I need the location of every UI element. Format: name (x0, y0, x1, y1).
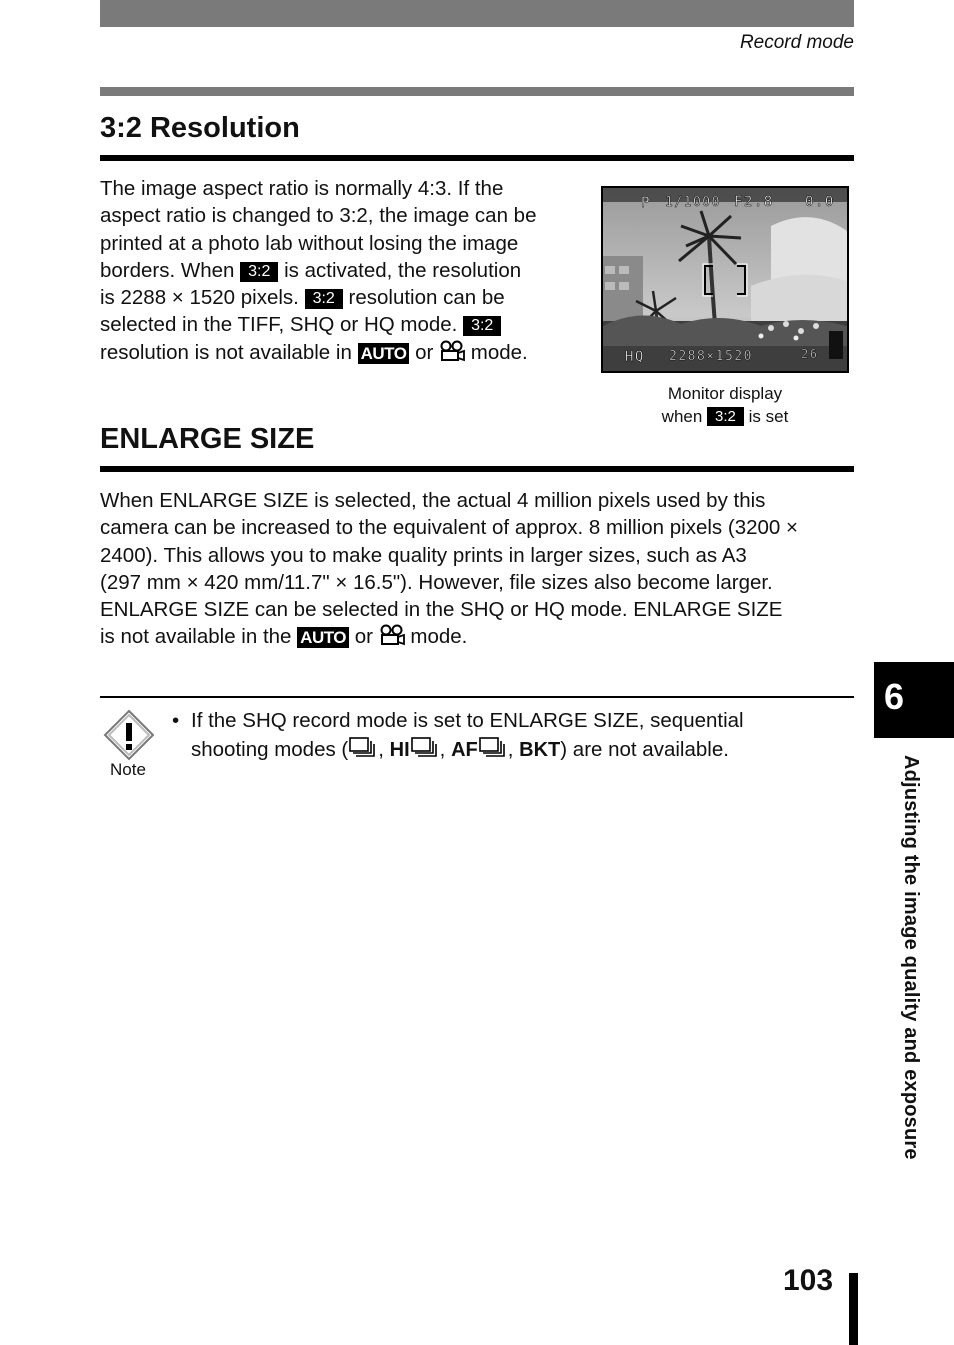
sequential-shooting-icon (348, 735, 378, 767)
auto-mode-icon: AUTO (297, 627, 349, 648)
monitor-mode: P (641, 195, 651, 211)
note-label: Note (110, 760, 146, 779)
chapter-tab (874, 662, 954, 738)
warning-icon (103, 709, 155, 766)
af-sequential-shooting-icon (478, 735, 508, 767)
section-rule-top (100, 87, 854, 96)
header-bar (100, 0, 854, 27)
auto-mode-icon: AUTO (358, 343, 410, 364)
aspect-3-2-badge: 3:2 (240, 262, 278, 282)
section-title-underline (100, 466, 854, 472)
section2-paragraph: When ENLARGE SIZE is selected, the actual 4 million pixels used by this camera can be increased to the equivalent of approx. 8 million pixels (3200 × 2400). This allows you to make quality prints in larger sizes, such as A3 (297 mm × 420 mm/11.7" × 16.5"). However, file sizes also become larger. ENLARGE SIZE can be selected in the SHQ or HQ mode. ENLARGE SIZE is not available in the AUTO or mode. (100, 487, 860, 654)
page-number-bar (849, 1273, 858, 1345)
monitor-shutter: 1/1000 (665, 195, 721, 210)
section-title-enlarge-size: ENLARGE SIZE (100, 423, 315, 455)
page-number: 103 (783, 1264, 834, 1297)
movie-camera-icon (379, 624, 405, 653)
monitor-exposure: 0.0 (805, 194, 835, 210)
hi-sequential-shooting-icon (410, 735, 440, 767)
monitor-quality: HQ (625, 349, 645, 365)
aspect-3-2-badge: 3:2 (463, 316, 501, 336)
monitor-caption: Monitor display when 3:2 is set (661, 384, 789, 426)
aspect-3-2-badge: 3:2 (707, 407, 744, 426)
monitor-aperture: F2.8 (734, 194, 774, 210)
af-mode-label: AF (451, 739, 478, 761)
note-text: • If the SHQ record mode is set to ENLARGE SIZE, sequential shooting modes ( , HI , AF , BKT) are not available. (172, 707, 842, 767)
note-divider (100, 696, 854, 698)
section1-paragraph: The image aspect ratio is normally 4:3. If the aspect ratio is changed to 3:2, the image can be printed at a photo lab without losing the image borders. When 3:2 is activated, the resolution is 2288 × 1520 pixels. 3:2 resolution can be selected in the TIFF, SHQ or HQ mode. 3:2 resolution is not available in AUTO or mode. (100, 175, 590, 369)
hi-mode-label: HI (389, 739, 410, 761)
chapter-title-vertical: Adjusting the image quality and exposure (900, 755, 922, 1160)
bkt-mode-label: BKT (519, 739, 561, 761)
section-title-underline (100, 155, 854, 161)
monitor-frames: 26 (801, 347, 819, 361)
chapter-number: 6 (884, 676, 905, 717)
palm-tree-scene (601, 186, 849, 373)
running-header: Record mode (739, 32, 854, 53)
aspect-3-2-badge: 3:2 (305, 289, 343, 309)
bullet: • (172, 709, 180, 732)
monitor-display-photo (601, 186, 849, 373)
section-title-3-2-resolution: 3:2 Resolution (100, 112, 300, 144)
monitor-resolution: 2288×1520 (669, 349, 753, 364)
movie-camera-icon (439, 340, 465, 369)
